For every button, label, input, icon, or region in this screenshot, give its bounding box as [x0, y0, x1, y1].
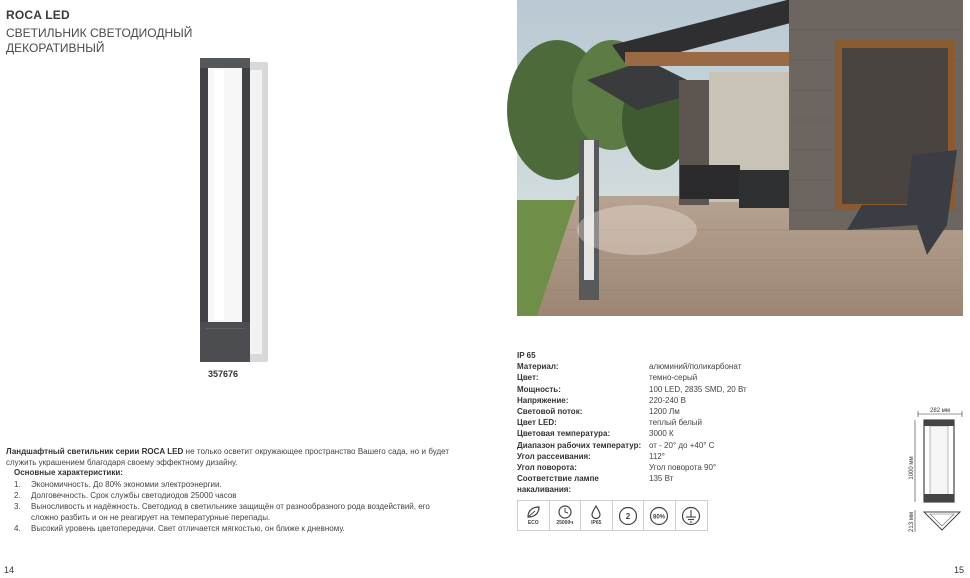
- table-row: [517, 361, 807, 372]
- eco-leaf-icon: [518, 501, 550, 530]
- spec-value: 135 Вт: [649, 474, 674, 484]
- spec-label: Световой поток:: [517, 407, 583, 417]
- feature-icons-strip: [517, 500, 708, 531]
- spec-label: Цветовая температура:: [517, 429, 611, 439]
- warranty-icon: [613, 501, 645, 530]
- feature-text: Долговечность. Срок службы светодиодов 25000 часов: [31, 491, 237, 500]
- depth-dimension: 213 мм: [909, 512, 915, 532]
- spec-label: Соответствие лампе накаливания:: [517, 474, 599, 495]
- list-item: [14, 490, 450, 501]
- page-number-right: 15: [953, 565, 964, 575]
- spec-value: Угол поворота 90°: [649, 463, 717, 473]
- spec-value: теплый белый: [649, 418, 703, 428]
- lifetime-clock-icon: [550, 501, 582, 530]
- spec-value: алюминий/поликарбонат: [649, 362, 742, 372]
- spec-value: 1200 Лм: [649, 407, 680, 417]
- spec-label: Напряжение:: [517, 395, 569, 405]
- list-item: [14, 479, 450, 490]
- warranty-number: 2: [625, 511, 630, 521]
- features-list: [14, 479, 450, 534]
- feature-text: Выносливость и надёжность. Светодиод в светильнике защищён от разнообразного рода воздействий, его сложно разбить и он не реагирует на температурные перепады.: [31, 502, 430, 522]
- icon-caption: IP65: [591, 520, 602, 526]
- spec-label: Угол рассеивания:: [517, 451, 591, 461]
- spec-label: Диапазон рабочих температур:: [517, 440, 642, 450]
- right-page: [485, 0, 970, 578]
- table-row: [517, 428, 807, 439]
- table-row: [517, 384, 807, 395]
- table-row: [517, 440, 807, 451]
- feature-number: 1.: [14, 480, 21, 489]
- product-sku: 357676: [208, 369, 239, 379]
- description-lead: Ландшафтный светильник серии ROCA LED: [6, 447, 184, 456]
- table-row: [517, 462, 807, 473]
- spec-label: Цвет LED:: [517, 418, 557, 428]
- feature-number: 3.: [14, 502, 21, 511]
- list-item: [14, 523, 450, 534]
- product-description: [6, 446, 449, 468]
- spec-value: 3000 К: [649, 429, 674, 439]
- spec-label: Материал:: [517, 362, 559, 372]
- feature-number: 2.: [14, 491, 21, 500]
- energy-saving-value: 80%: [653, 514, 666, 520]
- product-subtitle: СВЕТИЛЬНИК СВЕТОДИОДНЫЙ ДЕКОРАТИВНЫЙ: [6, 26, 193, 55]
- spec-value: 100 LED, 2835 SMD, 20 Вт: [649, 384, 747, 394]
- description-body: не только осветит окружающее пространство Вашего сада, но и будет служить украшением благодаря своему эффектному дизайну.: [6, 447, 449, 467]
- ip-rating: IP 65: [517, 351, 536, 360]
- spec-value: темно-серый: [649, 373, 698, 383]
- width-dimension: 282 мм: [930, 408, 950, 414]
- table-row: [517, 372, 807, 383]
- spec-value: 220-240 В: [649, 395, 686, 405]
- table-row: [517, 473, 807, 495]
- feature-number: 4.: [14, 524, 21, 533]
- icon-caption: ECO: [527, 519, 539, 526]
- feature-text: Экономичность. До 80% экономии электроэнергии.: [31, 480, 222, 489]
- feature-text: Высокий уровень цветопередачи. Свет отличается мягкостью, он ближе к дневному.: [31, 524, 345, 533]
- energy-saving-icon: [644, 501, 676, 530]
- ground-symbol-icon: [676, 501, 707, 530]
- dimensions-diagram: [910, 406, 968, 536]
- height-dimension: 1000 мм: [909, 456, 915, 480]
- brand-title: ROCA LED: [6, 8, 70, 22]
- lamp-product-image: [196, 56, 274, 366]
- spec-label: Мощность:: [517, 384, 561, 394]
- list-item: [14, 501, 450, 523]
- table-row: [517, 395, 807, 406]
- table-row: [517, 451, 807, 462]
- table-row: [517, 406, 807, 417]
- spec-label: Цвет:: [517, 373, 539, 383]
- spec-value: от - 20° до +40° С: [649, 440, 715, 450]
- specifications-table: [517, 350, 807, 496]
- page-number-left: 14: [4, 565, 15, 575]
- icon-caption: 25000ч: [556, 520, 574, 526]
- garden-terrace-photo: [517, 0, 963, 316]
- spec-value: 112°: [649, 451, 665, 461]
- table-row: [517, 417, 807, 428]
- ip65-drop-icon: [581, 501, 613, 530]
- features-title: Основные характеристики:: [14, 468, 123, 477]
- spec-label: Угол поворота:: [517, 463, 577, 473]
